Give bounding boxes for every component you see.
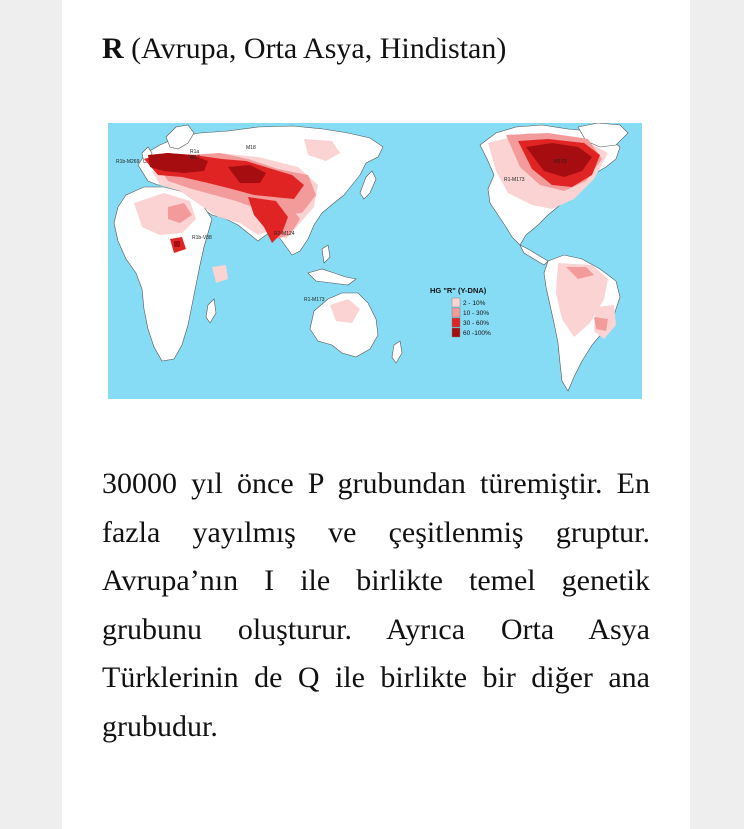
legend-label: 60 -100% bbox=[463, 330, 491, 337]
haplogroup-r-map bbox=[108, 123, 642, 399]
section-heading bbox=[102, 32, 506, 66]
legend-title: HG "R" (Y-DNA) bbox=[430, 286, 487, 295]
legend-label: 30 - 60% bbox=[463, 320, 490, 327]
label-r1b-v88: R1b-V88 bbox=[192, 235, 212, 241]
label-r1a: R1a bbox=[190, 149, 200, 155]
world-map-image bbox=[108, 123, 642, 399]
description-paragraph: 30000 yıl önce P grubundan türemiştir. En fazla yayılmış ve çeşitlenmiş gruptur. Avrupa’nın I ile birlikte temel genetik grubunu oluşturur. Ayrıca Orta Asya Türklerinin de Q ile birlikte bir diğer ana grubudur. bbox=[102, 467, 650, 743]
label-m18: M18 bbox=[246, 145, 256, 151]
label-m173: M173 bbox=[554, 159, 567, 165]
heading-haplogroup-letter: R bbox=[102, 32, 124, 65]
legend-swatch bbox=[452, 328, 460, 337]
legend-label: 10 - 30% bbox=[463, 310, 490, 317]
label-m17: M17 bbox=[190, 155, 200, 161]
legend-label: 2 - 10% bbox=[463, 300, 486, 307]
legend-swatch bbox=[452, 298, 460, 307]
heading-regions: (Avrupa, Orta Asya, Hindistan) bbox=[131, 32, 507, 65]
label-r1-m173-asia: R1-M173 bbox=[304, 297, 325, 303]
legend-swatch bbox=[452, 318, 460, 327]
label-r1-m173-america: R1-M173 bbox=[504, 177, 525, 183]
label-r1b-m269: R1b-M269 bbox=[116, 159, 140, 165]
legend-swatch bbox=[452, 308, 460, 317]
article-page bbox=[62, 0, 690, 829]
label-r2-m124: R2-M124 bbox=[274, 231, 295, 237]
